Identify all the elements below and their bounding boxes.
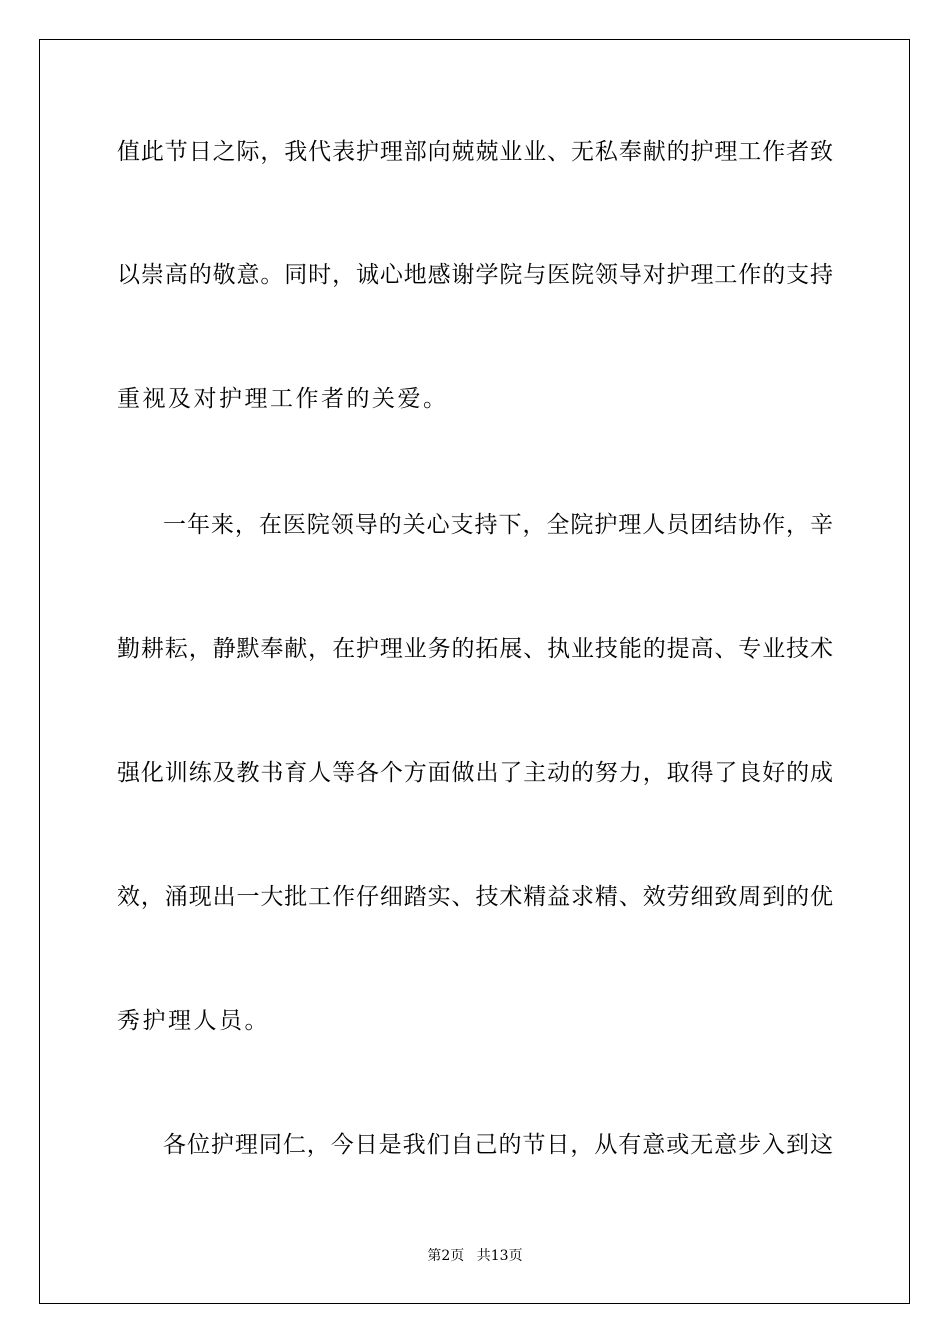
text-line-1: 值此节日之际，我代表护理部向兢兢业业、无私奉献的护理工作者致: [117, 139, 833, 165]
text-line-8: 秀护理人员。: [117, 1008, 270, 1034]
text-line-5: 勤耕耘，静默奉献，在护理业务的拓展、执业技能的提高、专业技术: [117, 636, 833, 662]
text-line-7: 效，涌现出一大批工作仔细踏实、技术精益求精、效劳细致周到的优: [117, 884, 833, 910]
text-line-9: 各位护理同仁，今日是我们自己的节日，从有意或无意步入到这: [163, 1132, 833, 1158]
page-footer: [0, 1247, 950, 1265]
text-line-4: 一年来，在医院领导的关心支持下，全院护理人员团结协作，辛: [163, 512, 833, 538]
page-number: 第2页: [427, 1248, 465, 1264]
text-line-2: 以崇高的敬意。同时，诚心地感谢学院与医院领导对护理工作的支持: [117, 262, 833, 288]
page-border: [39, 39, 910, 1304]
page-total: 共13页: [476, 1248, 523, 1264]
text-line-6: 强化训练及教书育人等各个方面做出了主动的努力，取得了良好的成: [117, 760, 833, 786]
text-line-3: 重视及对护理工作者的关爱。: [117, 386, 449, 412]
